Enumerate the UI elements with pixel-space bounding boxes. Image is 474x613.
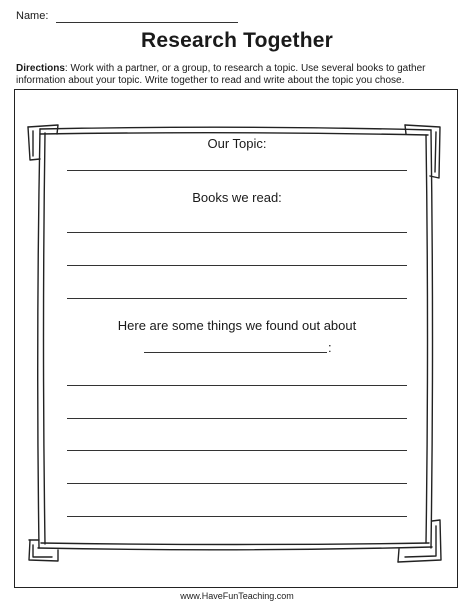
topic-label: Our Topic: <box>207 136 267 151</box>
findings-line-5[interactable] <box>67 516 407 517</box>
found-out-colon: : <box>328 340 332 355</box>
books-label: Books we read: <box>192 190 282 205</box>
findings-line-2[interactable] <box>67 418 407 419</box>
books-line-2[interactable] <box>67 265 407 266</box>
found-out-topic-line[interactable] <box>144 352 327 353</box>
findings-line-4[interactable] <box>67 483 407 484</box>
topic-line[interactable] <box>67 170 407 171</box>
name-label: Name: <box>16 10 49 22</box>
page-title: Research Together <box>140 29 334 52</box>
directions-text: : Work with a partner, or a group, to research a topic. Use several books to gather information about your topic. Write together to read and write about the topic you chose. <box>16 63 426 86</box>
footer-brand: www.HaveFunTeaching.com <box>180 591 294 601</box>
findings-line-3[interactable] <box>67 450 407 451</box>
books-line-1[interactable] <box>67 232 407 233</box>
findings-line-1[interactable] <box>67 385 407 386</box>
found-out-label: Here are some things we found out about <box>117 318 357 333</box>
directions-label: Directions <box>16 63 65 74</box>
books-line-3[interactable] <box>67 298 407 299</box>
